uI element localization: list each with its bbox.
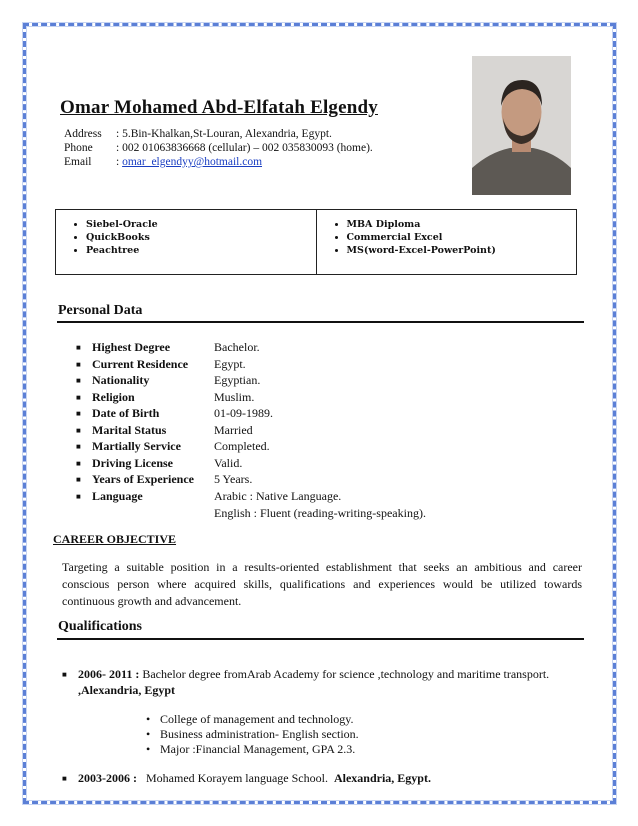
phone-label: Phone	[64, 142, 93, 154]
qualification-text: Mohamed Korayem language School.	[146, 771, 328, 785]
section-divider	[57, 321, 584, 323]
skill-item: • Peachtree	[86, 244, 316, 257]
skills-left-column	[56, 210, 316, 274]
qualification-period: 2006- 2011 :	[78, 667, 140, 681]
skill-item: • Siebel-Oracle	[86, 218, 316, 231]
qualification-subitem: • Business administration- English section.	[146, 727, 359, 741]
skill-item: • MS(word-Excel-PowerPoint)	[347, 244, 577, 257]
phone-line	[64, 142, 373, 154]
personal-row: ■ Highest Degree Bachelor.	[76, 340, 260, 354]
qualification-city: Alexandria, Egypt.	[333, 771, 431, 785]
personal-row: ■ Martially Service Completed.	[76, 439, 270, 453]
email-label: Email	[64, 156, 92, 168]
skills-table	[55, 209, 577, 275]
qualification-item: ■ 2006- 2011 : Bachelor degree fromArab Academy for science ,technology and maritime transport.	[62, 667, 550, 681]
qualification-period: 2003-2006 :	[78, 771, 137, 785]
skill-item: • QuickBooks	[86, 231, 316, 244]
skill-item: • MBA Diploma	[347, 218, 577, 231]
address-value: : 5.Bin-Khalkan,St-Louran, Alexandria, Egypt.	[116, 128, 332, 140]
language-extra-row: English : Fluent (reading-writing-speaking).	[214, 506, 426, 520]
personal-row: ■ Date of Birth 01-09-1989.	[76, 406, 273, 420]
email-link[interactable]: omar_elgendyy@hotmail.com	[122, 156, 263, 168]
qualifications-heading: Qualifications	[58, 619, 143, 634]
career-objective-text: Targeting a suitable position in a results-oriented establishment that seeks an ambitious and career conscious person where acquired skills, qualifications and experiences would be utilized towards continuous growth and advancement.	[62, 560, 582, 608]
personal-row: ■ Nationality Egyptian.	[76, 373, 261, 387]
career-objective-heading: CAREER OBJECTIVE	[53, 532, 177, 546]
personal-data-heading: Personal Data	[58, 303, 143, 318]
email-separator: :	[116, 156, 120, 168]
address-line	[64, 128, 332, 140]
qualification-city: ,Alexandria, Egypt	[78, 683, 176, 697]
personal-row: ■ Driving License Valid.	[76, 456, 243, 470]
personal-row: ■ Religion Muslim.	[76, 390, 255, 404]
qualification-item: ■ 2003-2006 : Mohamed Korayem language School. Alexandria, Egypt.	[62, 771, 431, 785]
qualification-text: Bachelor degree fromArab Academy for science ,technology and maritime transport.	[139, 667, 550, 681]
personal-row: ■ Marital Status Married	[76, 423, 253, 437]
personal-row: ■ Years of Experience 5 Years.	[76, 472, 253, 486]
candidate-name: Omar Mohamed Abd-Elfatah Elgendy	[60, 97, 378, 118]
personal-row: ■ Language Arabic : Native Language.	[76, 489, 342, 503]
email-line	[64, 156, 262, 168]
personal-row: ■ Current Residence Egypt.	[76, 357, 246, 371]
qualification-subitem: • Major :Financial Management, GPA 2.3.	[146, 742, 356, 756]
qualification-subitem: • College of management and technology.	[146, 712, 354, 726]
address-label: Address	[64, 128, 102, 140]
section-divider	[57, 638, 584, 640]
phone-value: : 002 01063836668 (cellular) – 002 035830093 (home).	[116, 142, 373, 154]
profile-photo-image	[472, 56, 571, 195]
skill-item: • Commercial Excel	[347, 231, 577, 244]
skills-right-column	[316, 210, 577, 274]
profile-photo	[472, 56, 571, 195]
